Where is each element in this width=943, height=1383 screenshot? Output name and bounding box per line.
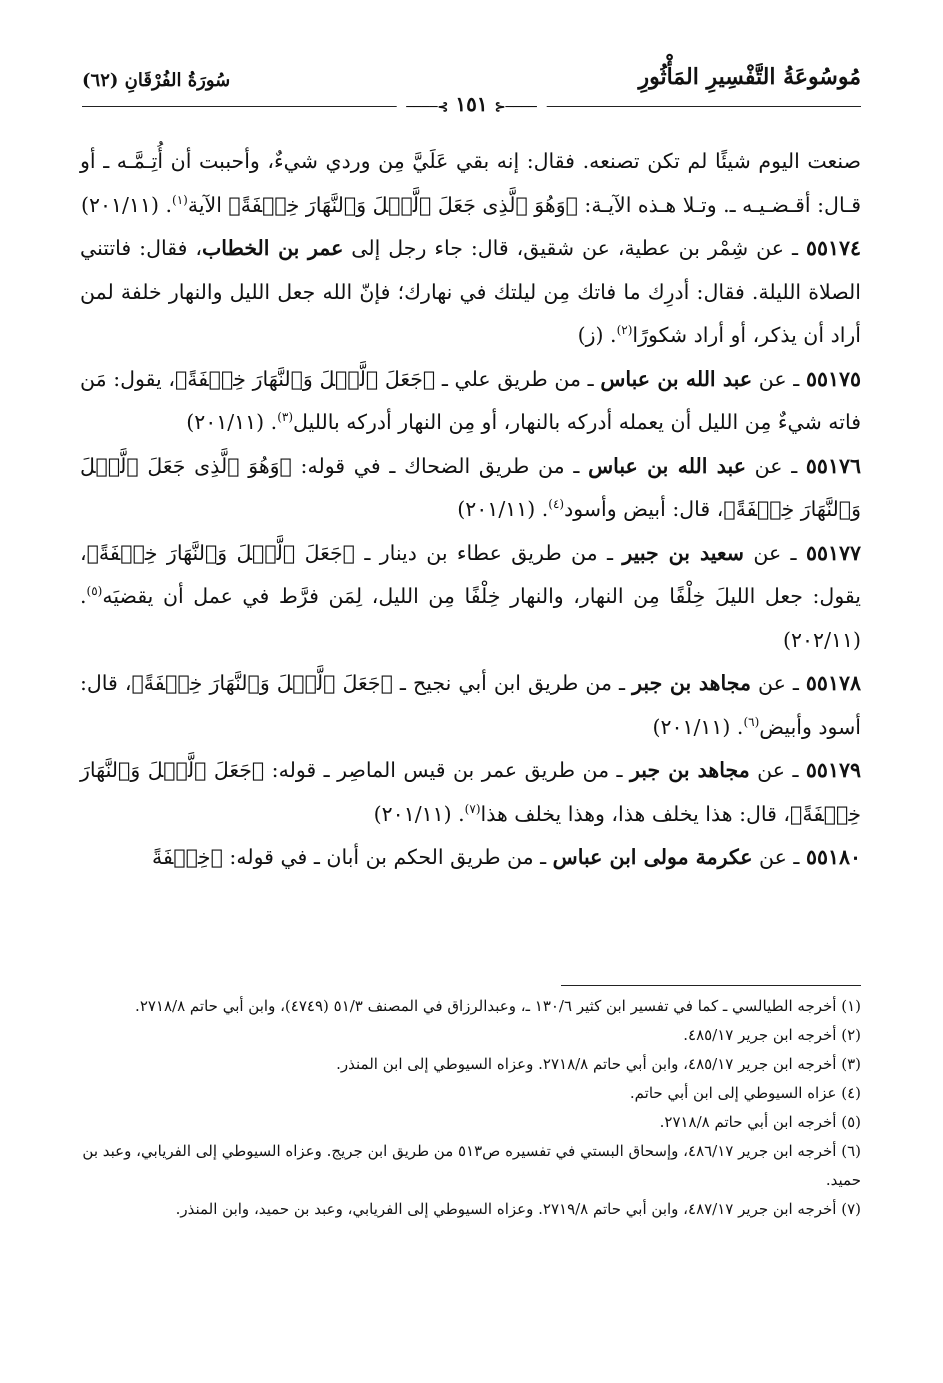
page-number-block xyxy=(396,92,547,116)
text-run: ـ عن xyxy=(745,453,806,478)
bold-text: عبد الله بن عباس xyxy=(600,366,753,391)
paragraph xyxy=(80,445,861,532)
text-run: ـ من طريق علي ـ ﴿جَعَلَ ٱلَّيۡلَ وَٱلنَّهَارَ خِلۡفَةً﴾، يقول: مَن فاته شيءٌ مِن الليل أن يعمله أدركه بالنهار، أو مِن النهار أدركه بالليل xyxy=(80,366,861,434)
text-run: . (ز) xyxy=(577,323,617,347)
bold-text: ٥٥١٨٠ xyxy=(805,845,861,869)
text-run: ـ من طريق ابن أبي نجيح ـ ﴿جَعَلَ ٱلَّيۡلَ وَٱلنَّهَارَ خِلۡفَةً﴾، قال: أسود وأبيض xyxy=(80,671,861,739)
text-run: ـ عن xyxy=(752,366,806,391)
footnote-ref: (٢) xyxy=(616,323,633,338)
footnote-item: (٧) أخرجه ابن جرير ٤٨٧/١٧، وابن أبي حاتم ٢٧١٩/٨. وعزاه السيوطي إلى الفريابي، وعبد بن حميد، وابن المنذر. xyxy=(175,1200,861,1218)
paragraph xyxy=(80,227,861,358)
footnote-ref: (١) xyxy=(172,192,188,207)
paragraph xyxy=(80,358,861,445)
bold-text: ٥٥١٧٩ xyxy=(805,758,861,782)
bold-text: ٥٥١٧٦ xyxy=(805,453,861,478)
bold-text: مجاهد بن جبر xyxy=(630,758,750,782)
text-run: ـ عن xyxy=(743,540,806,565)
text-run: . (٢٠١/١١) xyxy=(186,410,278,434)
bold-text: ٥٥١٧٨ xyxy=(805,671,861,695)
bold-text: عمر بن الخطاب xyxy=(201,236,344,260)
book-title: مُوسُوعَةُ التَّفْسِيرِ المَأْثُورِ xyxy=(638,64,861,90)
bold-text: مجاهد بن جبر xyxy=(632,671,751,695)
paragraph xyxy=(80,532,861,663)
text-run: صنعت اليوم شيئًا لم تكن تصنعه. فقال: إنه بقي عَلَيَّ مِن وردي شيءٌ، وأحببت أن أُتِـمَّـه ـ أو قـال: أقـضـيـه ـ. وتـلا هـذه الآيـة: ﴿وَهُوَ ٱلَّذِى جَعَلَ ٱلَّيۡلَ وَٱلنَّهَارَ خِلۡفَةً﴾ الآية xyxy=(80,149,861,217)
footnote-item: (٦) أخرجه ابن جرير ٤٨٦/١٧، وإسحاق البستي في تفسيره ص٥١٣ من طريق ابن جريج. وعزاه السيوطي إلى الفريابي، وعبد بن حميد. xyxy=(82,1142,861,1189)
text-run: ـ من طريق الضحاك ـ في قوله: ﴿وَهُوَ ٱلَّذِى جَعَلَ ٱلَّيۡلَ وَٱلنَّهَارَ خِلۡفَةً﴾، قال: أبيض وأسود xyxy=(80,453,861,521)
footnotes xyxy=(80,992,861,1224)
text-run: . (٢٠٢/١١) xyxy=(80,584,861,652)
footnote-ref: (٣) xyxy=(277,410,294,425)
text-run: . (٢٠١/١١) xyxy=(652,714,744,739)
bold-text: ٥٥١٧٤ xyxy=(805,236,861,260)
bold-text: عبد الله بن عباس xyxy=(588,453,746,478)
footnote-ref: (٤) xyxy=(548,497,565,512)
text-run: . (٢٠١/١١) xyxy=(457,497,549,521)
footnote-item: (٢) أخرجه ابن جرير ٤٨٥/١٧. xyxy=(683,1026,861,1044)
text-run: ـ عن شِمْر بن عطية، عن شقيق، قال: جاء رجل إلى xyxy=(343,236,806,260)
bold-text: عكرمة مولى ابن عباس xyxy=(552,845,753,869)
bold-text: ٥٥١٧٧ xyxy=(805,540,861,565)
paragraph xyxy=(80,662,861,749)
footnote-ref: (٦) xyxy=(743,714,760,729)
text-run: ـ من طريق عمر بن قيس الماصِر ـ قوله: ﴿جَعَلَ ٱلَّيۡلَ وَٱلنَّهَارَ خِلۡفَةً﴾، قال: هذا يخلف هذا، وهذا يخلف هذا xyxy=(80,758,861,826)
footnote-item: (٣) أخرجه ابن جرير ٤٨٥/١٧، وابن أبي حاتم ٢٧١٨/٨. وعزاه السيوطي إلى ابن المنذر. xyxy=(336,1055,861,1073)
text-run: ـ عن xyxy=(750,671,806,695)
paragraph xyxy=(80,836,861,880)
footnote-item: (٤) عزاه السيوطي إلى ابن أبي حاتم. xyxy=(629,1084,861,1102)
paragraph xyxy=(80,140,861,227)
text-run: ـ من طريق عطاء بن دينار ـ ﴿جَعَلَ ٱلَّيۡلَ وَٱلنَّهَارَ خِلۡفَةً﴾، يقول: جعل الليلَ خِلْفًا مِن النهار، والنهار خِلْفًا مِن الليل، لِمَن فرَّط في عمل أن يقضيَه xyxy=(80,540,861,608)
bold-text: سعيد بن جبير xyxy=(622,540,744,565)
text-run: ـ من طريق الحكم بن أبان ـ في قوله: ﴿خِلۡفَةً xyxy=(151,845,553,869)
page-header xyxy=(82,58,861,118)
text-run: ـ عن xyxy=(752,845,806,869)
ornament-right-icon: ────⊰ xyxy=(494,100,537,115)
footnote-divider xyxy=(561,985,861,986)
ornament-left-icon: ⊱──── xyxy=(406,100,449,115)
footnote-item: (٥) أخرجه ابن أبي حاتم ٢٧١٨/٨. xyxy=(659,1113,861,1131)
text-run: . (٢٠١/١١) xyxy=(373,801,465,826)
text-run: ، فقال: فاتتني الصلاة الليلة. فقال: أدرِك ما فاتك مِن ليلتك في نهارك؛ فإنّ الله جعل الليل والنهار خلفة لمن أراد أن يذكر، أو أراد شكورًا xyxy=(80,236,861,347)
surah-title: سُورَةُ الفُرْقَانِ (٦٢) xyxy=(82,70,231,91)
paragraph xyxy=(80,749,861,836)
main-text xyxy=(80,140,861,880)
bold-text: ٥٥١٧٥ xyxy=(805,366,861,391)
footnote-item: (١) أخرجه الطيالسي ـ كما في تفسير ابن كثير ١٣٠/٦ ـ، وعبدالرزاق في المصنف ٥١/٣ (٤٧٤٩)، وابن أبي حاتم ٢٧١٨/٨. xyxy=(135,997,861,1015)
footnote-ref: (٥) xyxy=(86,584,103,599)
footnote-ref: (٧) xyxy=(464,801,481,816)
text-run: . (٢٠١/١١) xyxy=(81,192,172,217)
text-run: ـ عن xyxy=(749,758,806,782)
page-number: ١٥١ xyxy=(455,92,488,116)
